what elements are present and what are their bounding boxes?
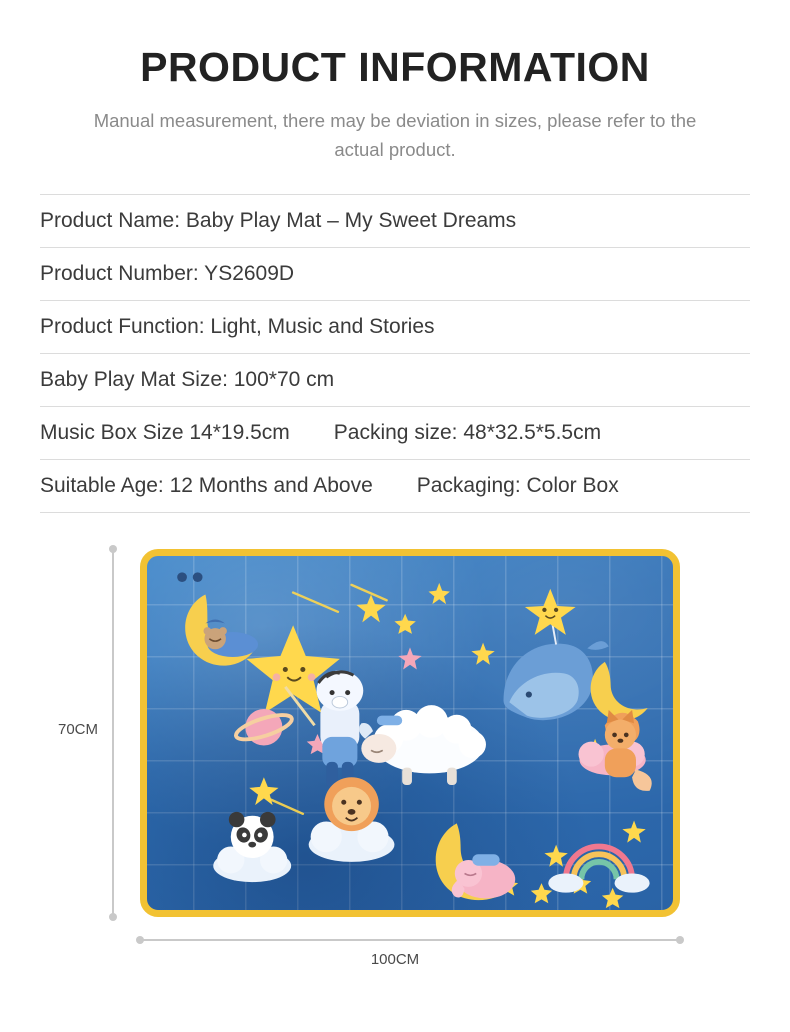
spec-row — [40, 460, 750, 513]
play-mat-surface — [140, 549, 680, 917]
width-dimension-line — [140, 939, 680, 941]
mat-artwork — [147, 556, 673, 910]
width-dimension-label: 100CM — [370, 951, 420, 969]
page-subtitle: Manual measurement, there may be deviation in sizes, please refer to the actual product. — [93, 110, 697, 160]
spec-suitable-age: Suitable Age: 12 Months and Above — [40, 474, 373, 498]
spec-row — [40, 248, 750, 301]
height-dimension-line — [112, 549, 114, 917]
spec-packaging: Packaging: Color Box — [416, 474, 619, 498]
height-dimension-label: 70CM — [58, 721, 99, 739]
product-diagram — [0, 549, 790, 979]
page-title: PRODUCT INFORMATION — [140, 44, 650, 90]
spec-product-function: Product Function: Light, Music and Stories — [40, 315, 435, 339]
spec-table — [40, 194, 750, 513]
spec-row — [40, 301, 750, 354]
spec-packing-size: Packing size: 48*32.5*5.5cm — [333, 421, 602, 445]
spec-product-number: Product Number: YS2609D — [40, 262, 295, 286]
spec-play-mat-size: Baby Play Mat Size: 100*70 cm — [40, 368, 335, 392]
page-header — [0, 0, 790, 164]
spec-row — [40, 354, 750, 407]
spec-row — [40, 407, 750, 460]
spec-product-name: Product Name: Baby Play Mat – My Sweet Dreams — [40, 209, 517, 233]
spec-music-box-size: Music Box Size 14*19.5cm — [40, 421, 290, 445]
spec-row — [40, 195, 750, 248]
play-mat-image — [140, 549, 680, 917]
